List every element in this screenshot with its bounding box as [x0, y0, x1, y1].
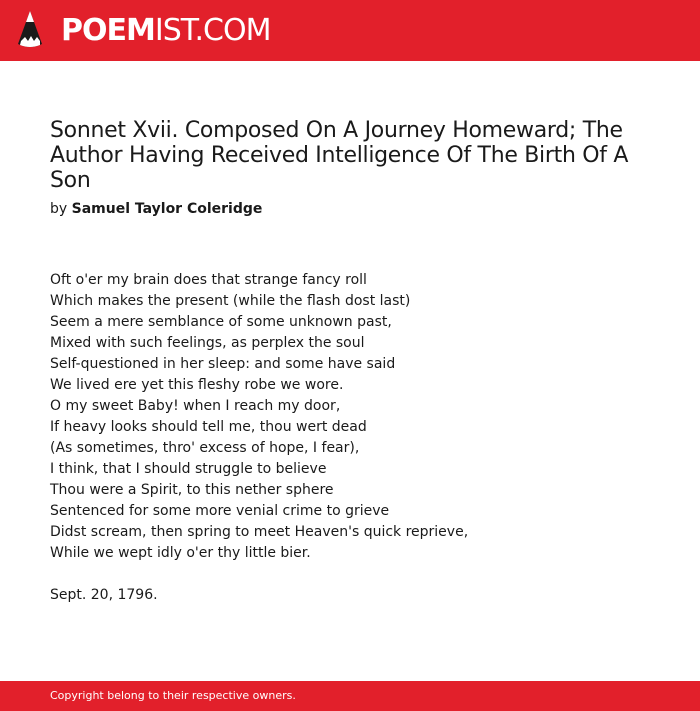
by-label: by	[50, 201, 68, 217]
poem-line: While we wept idly o'er thy little bier.	[50, 545, 311, 561]
poem-line: We lived ere yet this fleshy robe we wore.	[50, 377, 344, 393]
poem-line: Which makes the present (while the flash dost last)	[50, 293, 411, 309]
logo-light-text: IST.COM	[154, 13, 271, 48]
poem-line: Thou were a Spirit, to this nether sphere	[50, 482, 334, 498]
pencil-logo-icon[interactable]	[17, 10, 43, 51]
poem-line: Seem a mere semblance of some unknown past,	[50, 314, 392, 330]
poem-line: Oft o'er my brain does that strange fancy roll	[50, 272, 367, 288]
site-header	[0, 0, 700, 61]
poem-line: I think, that I should struggle to believe	[50, 461, 327, 477]
poem-line: Self-questioned in her sleep: and some have said	[50, 356, 396, 372]
poem-line: (As sometimes, thro' excess of hope, I fear),	[50, 440, 360, 456]
logo-bold-text: POEM	[61, 13, 155, 48]
poem-title: Sonnet Xvii. Composed On A Journey Homeward; The Author Having Received Intelligence Of The Birth Of A Son	[50, 118, 629, 193]
poem-line: If heavy looks should tell me, thou wert dead	[50, 419, 367, 435]
poem-body	[50, 270, 650, 606]
copyright-notice: Copyright belong to their respective owners.	[50, 689, 296, 702]
poem-line: Sentenced for some more venial crime to grieve	[50, 503, 390, 519]
author-name: Samuel Taylor Coleridge	[71, 201, 263, 217]
poem-date: Sept. 20, 1796.	[50, 587, 158, 603]
stanza-gap	[50, 564, 650, 585]
poem-line: Didst scream, then spring to meet Heaven's quick reprieve,	[50, 524, 469, 540]
byline	[50, 200, 262, 218]
poem-line: Mixed with such feelings, as perplex the soul	[50, 335, 365, 351]
poem-line: O my sweet Baby! when I reach my door,	[50, 398, 341, 414]
site-footer	[0, 681, 700, 711]
site-logo[interactable]	[61, 14, 270, 48]
